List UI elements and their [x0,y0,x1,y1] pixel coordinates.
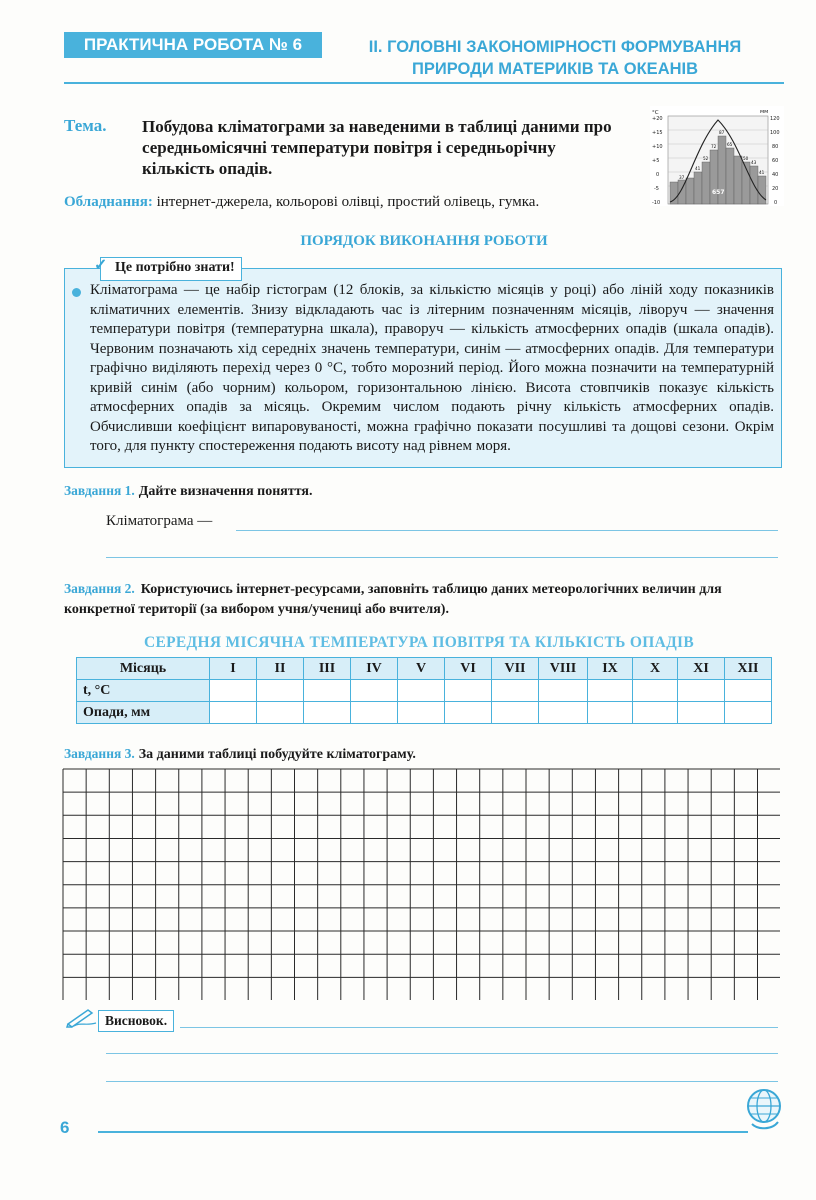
temp-input-cell[interactable] [633,680,678,702]
table-title: СЕРЕДНЯ МІСЯЧНА ТЕМПЕРАТУРА ПОВІТРЯ ТА КІЛЬКІСТЬ ОПАДІВ [143,634,695,651]
task-1 [64,482,313,500]
temp-unit-label: °C [652,110,659,116]
precip-input-cell[interactable] [304,702,351,724]
bar-label: 72 [711,144,717,149]
month-cell: I [210,658,257,680]
month-cell: II [257,658,304,680]
answer-line[interactable] [106,1053,778,1054]
month-cell: XII [725,658,772,680]
section-title-line-1: II. ГОЛОВНІ ЗАКОНОМІРНОСТІ ФОРМУВАННЯ [368,38,742,56]
precip-input-cell[interactable] [725,702,772,724]
precip-tick: 120 [770,116,780,122]
header-divider [64,82,784,84]
precip-input-cell[interactable] [445,702,492,724]
answer-line[interactable] [180,1027,778,1028]
page-number: 6 [60,1118,70,1137]
temp-input-cell[interactable] [725,680,772,702]
temp-tick: -10 [652,200,661,206]
temp-input-cell[interactable] [492,680,539,702]
task-3-text: За даними таблиці побудуйте кліматограму. [138,747,416,762]
table-header-row [77,658,772,680]
temp-input-cell[interactable] [678,680,725,702]
globe-icon [744,1088,784,1130]
month-cell: X [633,658,678,680]
temp-tick: +20 [652,116,663,122]
precip-tick: 40 [772,172,779,178]
know-text: Кліматограма — це набір гістограм (12 блоків, за кількістю місяців у році) або ліній ходу показників кліматичних елементів. Знизу відкладають час із літерним позначенням місяців, ліворуч — значення температури повітря (температурна шкала), праворуч — кількість атмосферних опадів (шкала опадів). Червоним позначають хід середніх значень температури, синім — атмосферних опадів. Для температури графічно виділяють перехід через 0 °С, тобто морозний період. Його можна позначити на температурній кривій синім (або чорним) кольором, горизонтальною лінією. Висота стовпчиків показує кількість атмосферних опадів за місяць. Окремим числом подають річну кількість атмосферних опадів. Обчисливши коефіцієнт випаровуваності, можна графічно показати посушливі та дощові сезони. Окрім того, для пункту спостереження подають висоту над рівнем моря. [90,282,774,454]
task-3-label: Завдання 3. [64,746,135,761]
equipment-text: інтернет-джерела, кольорові олівці, простий олівець, гумка. [156,194,540,210]
procedure-title: ПОРЯДОК ВИКОНАННЯ РОБОТИ [300,233,548,249]
answer-line[interactable] [236,530,778,531]
month-cell: VIII [539,658,588,680]
table-row-precipitation [77,702,772,724]
precip-input-cell[interactable] [398,702,445,724]
precip-tick: 100 [770,130,780,136]
task-3 [64,745,416,763]
answer-line[interactable] [106,557,778,558]
precip-input-cell[interactable] [351,702,398,724]
table-row-temperature [77,680,772,702]
bar-label: 41 [759,170,765,175]
precip-input-cell[interactable] [492,702,539,724]
bar-label: 41 [695,166,701,171]
drawing-grid[interactable] [62,768,780,1000]
month-cell: V [398,658,445,680]
bar-label: 50 [743,156,749,161]
task-2 [64,579,788,619]
precip-input-cell[interactable] [678,702,725,724]
temp-input-cell[interactable] [539,680,588,702]
temp-input-cell[interactable] [398,680,445,702]
month-cell: VI [445,658,492,680]
bar-label: 43 [751,160,757,165]
temp-tick: +5 [652,158,660,164]
temp-tick: -5 [654,186,659,192]
precip-input-cell[interactable] [257,702,304,724]
temp-tick: 0 [656,172,660,178]
footer-line [98,1131,748,1133]
bar-label: 65 [727,142,733,147]
know-tag: Це потрібно знати! [100,257,242,281]
section-title [330,36,780,80]
month-header: Місяць [77,658,210,680]
definition-label: Кліматограма — [106,513,213,529]
task-1-text: Дайте визначення поняття. [138,484,313,499]
precip-tick: 0 [774,200,778,206]
bar-label: 52 [703,156,709,161]
precip-tick: 60 [772,158,779,164]
answer-line[interactable] [106,1081,778,1082]
precip-input-cell[interactable] [588,702,633,724]
month-cell: XI [678,658,725,680]
task-2-text: Користуючись інтернет-ресурсами, заповніть таблицю даних метеорологічних величин для конкретної території (за вибором учня/учениці або вчителя). [64,582,722,617]
precip-tick: 20 [772,186,779,192]
practical-work-badge: ПРАКТИЧНА РОБОТА № 6 [64,32,322,58]
month-cell: IV [351,658,398,680]
topic-text: Побудова кліматограми за наведеними в таблиці даними про середньомісячні температури повітря і середньорічну кількість опадів. [142,117,612,178]
temp-tick: +10 [652,144,663,150]
weather-data-table [76,657,772,724]
bar-label: 87 [719,130,725,135]
annual-total-label: 657 [712,189,725,196]
month-cell: IX [588,658,633,680]
topic-label: Тема. [64,116,107,135]
conclusion-label: Висновок. [98,1010,174,1032]
month-cell: VII [492,658,539,680]
precipitation-row-label: Опади, мм [77,702,210,724]
temperature-row-label: t, °С [77,680,210,702]
precip-input-cell[interactable] [633,702,678,724]
precip-input-cell[interactable] [210,702,257,724]
equipment-line [64,194,539,211]
temp-input-cell[interactable] [445,680,492,702]
pen-icon [66,1006,98,1028]
precip-unit-label: мм [760,109,769,115]
precip-input-cell[interactable] [539,702,588,724]
temp-input-cell[interactable] [588,680,633,702]
month-cell: III [304,658,351,680]
bar-label: 37 [679,175,685,180]
check-icon: ✓ [94,257,108,274]
bullet-icon [72,288,81,297]
task-1-label: Завдання 1. [64,483,135,498]
temp-input-cell[interactable] [210,680,257,702]
temp-input-cell[interactable] [257,680,304,702]
temp-tick: +15 [652,130,663,136]
section-title-line-2: ПРИРОДИ МАТЕРИКІВ ТА ОКЕАНІВ [411,60,699,78]
task-2-label: Завдання 2. [64,581,135,596]
sample-climatogram-image [650,106,784,206]
temp-input-cell[interactable] [304,680,351,702]
precip-tick: 80 [772,144,779,150]
equipment-label: Обладнання: [64,194,153,210]
temp-input-cell[interactable] [351,680,398,702]
